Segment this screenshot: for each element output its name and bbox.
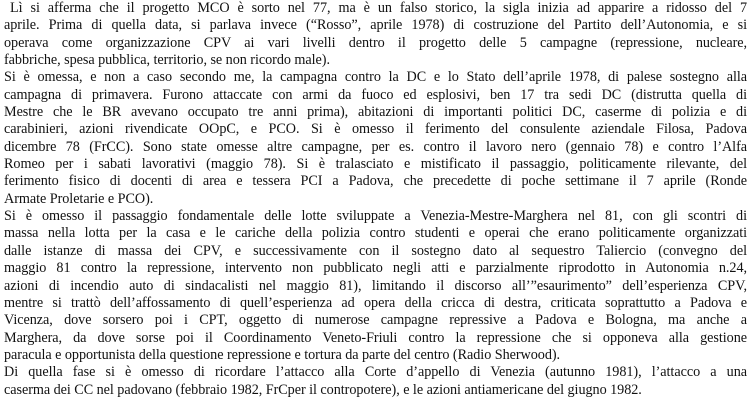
text-line: Mestre che le BR avevano occupato tre anni prima), abitazioni di importanti politici DC, caserme di polizia e di: [4, 104, 747, 121]
text-line: carabinieri, azioni rivendicate OOpC, e PCO. Si è omesso il ferimento del consulente aziendale Filosa, Padova: [4, 121, 747, 138]
text-line: aprile. Prima di quella data, si parlava invece (“Rosso”, aprile 1978) di costruzione del Partito dell’Autonomia, e si: [4, 17, 747, 34]
text-line: Si è omessa, e non a caso secondo me, la campagna contro la DC e lo Stato dell’aprile 1978, di palese sostegno alla: [4, 69, 747, 86]
text-line: dalle istanze di massa dei CPV, e successivamente con il sostegno dato al sequestro Taliercio (convegno del: [4, 242, 747, 259]
text-line: Marghera, da dove sorse poi il Coordinamento Veneto-Friuli contro la repressione che si opponeva alla gestione: [4, 329, 747, 346]
text-line: Romeo per i sabati lavorativi (maggio 78). Si è tralasciato e mistificato il passaggio, politicamente rilevante, del: [4, 156, 747, 173]
text-line: Armate Proletarie e PCO).: [4, 190, 154, 207]
paragraph: [4, 0, 747, 69]
text-line: fabbriche, spesa pubblica, territorio, se non ricordo male).: [4, 52, 330, 69]
text-line: mentre si trattò dell’affossamento di quell’esperienza ad opera della cricca di destra, criticata soprattutto a Padova e: [4, 294, 747, 311]
text-line: dicembre 78 (FrCC). Sono state omesse altre campagne, per es. contro il lavoro nero (gennaio 78) e contro l’Alfa: [4, 138, 747, 155]
paragraph: [4, 364, 747, 399]
text-line: Lì si afferma che il progetto MCO è sorto nel 77, ma è un falso storico, la sigla inizia ad apparire a ridosso del 7: [10, 0, 747, 16]
document-body: [4, 0, 747, 399]
text-line: Di quella fase si è omesso di ricordare l’attacco alla Corte d’appello di Venezia (autunno 1981), l’attacco a una: [4, 364, 747, 381]
text-line: paracula e opportunista della questione repressione e tortura da parte del centro (Radio Sherwood).: [4, 346, 561, 363]
text-line: Si è omesso il passaggio fondamentale delle lotte sviluppate a Venezia-Mestre-Marghera nel 81, con gli scontri di: [4, 208, 747, 225]
text-line: massa nella lotta per la casa e le cariche della polizia contro studenti e operai che erano politicamente organizzati: [4, 225, 747, 242]
text-line: campagna di primavera. Furono attaccate con armi da fuoco ed esplosivi, ben 17 tra sedi DC (distrutta quella di: [4, 86, 747, 103]
paragraph: [4, 208, 747, 364]
document-page: [4, 0, 747, 416]
text-line: operava come organizzazione CPV ai vari livelli dentro il progetto delle 5 campagne (repressione, nucleare,: [4, 34, 747, 51]
text-line: azioni di incendio auto di sindacalisti nel maggio 81), limitando il discorso all’”esaurimento” dell’esperienza CPV,: [4, 277, 747, 294]
text-line: maggio 81 contro la repressione, intervento non pubblicato negli atti e parzialmente riprodotto in Autonomia n.24,: [4, 260, 747, 277]
text-line: ferimento fisico di docenti di area e tessera PCI a Padova, che precedette di poche settimane il 7 aprile (Ronde: [4, 173, 747, 190]
text-line: caserma dei CC nel padovano (febbraio 1982, FrCper il contropotere), e le azioni antiamericane del giugno 1982.: [4, 381, 642, 398]
text-line: Vicenza, dove sorsero poi i CPT, oggetto di numerose campagne repressive a Padova e Bologna, ma anche a: [4, 312, 747, 329]
paragraph: [4, 69, 747, 208]
